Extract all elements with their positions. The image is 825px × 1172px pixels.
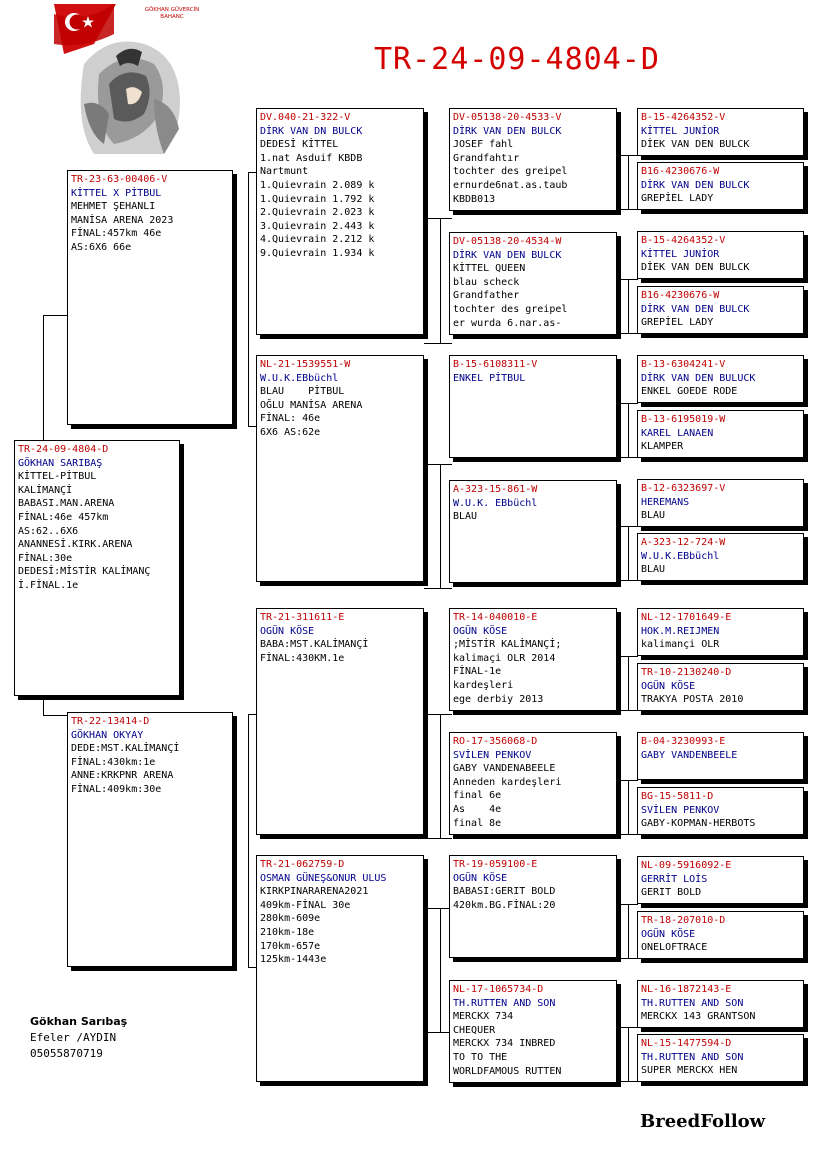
info-line: kalimançi OLR [641,639,720,651]
info-line: Nartmunt [260,166,309,178]
ring-number: B-12-6323697-V [641,483,726,494]
breeder-name: TH.RUTTEN AND SON [641,997,744,1009]
pedigree-card-ssd [449,232,617,335]
pedigree-card-g15 [637,980,804,1028]
info-line: KBDB013 [453,193,496,205]
breeder-name: KAREL LANAEN [641,427,714,439]
breeder-name: DİRK VAN DEN BULCK [641,179,750,191]
info-line: MERCKX 143 GRANTSON [641,1011,756,1023]
ring-number: B-13-6304241-V [641,359,726,370]
info-line: GREPİEL LADY [641,193,714,205]
owner-name: Gökhan Sarıbaş [30,1015,128,1028]
breeder-name: W.U.K.EBbüchl [641,550,720,562]
logo-caption-line1: GÖKHAN GÜVERCİN [144,7,200,13]
info-line: WORLDFAMOUS RUTTEN [453,1065,562,1077]
pedigree-card-dd [256,855,424,1082]
pedigree-card-g11 [637,732,804,780]
info-line: As 4e [453,803,502,815]
ring-number: B-15-4264352-V [641,112,726,123]
breeder-name: DİRK VAN DEN BULCK [453,249,562,261]
ring-number: DV-05138-20-4533-V [453,112,562,123]
ring-number: B-15-6108311-V [453,359,538,370]
info-line: KALİMANÇİ [18,484,73,496]
pedigree-card-g13 [637,856,804,904]
info-line: FİNAL:30e [18,552,73,564]
info-line: final 8e [453,817,502,829]
info-line: ANNE:KRKPNR ARENA [71,770,174,782]
info-line: FİNAL:430KM.1e [260,652,345,664]
breeder-name: W.U.K.EBbüchl [260,372,339,384]
info-line: ANANNESİ.KIRK.ARENA [18,539,133,551]
info-line: KİTTEL QUEEN [453,263,526,275]
breeder-name: SVİLEN PENKOV [453,749,532,761]
pedigree-card-g2 [637,162,804,210]
ring-number: TR-14-040010-E [453,612,538,623]
pedigree-card-sdd [449,480,617,583]
ring-number: BG-15-5811-D [641,791,714,802]
info-line: TO TO THE [453,1051,508,1063]
pedigree-card-g12 [637,787,804,835]
info-line: FİNAL: 46e [260,413,321,425]
info-line: 4.Quievrain 2.212 k [260,234,375,246]
pedigree-card-g9 [637,608,804,656]
pedigree-card-sd [256,355,424,582]
pedigree-card-g10 [637,663,804,711]
breeder-name: GABY VANDENBEELE [641,749,738,761]
breeder-name: DİRK VAN DEN BULUCK [641,372,756,384]
info-line: CHEQUER [453,1024,496,1036]
info-line: Anneden kardeşleri [453,776,562,788]
breeder-name: KİTTEL X PİTBUL [71,187,162,199]
breeder-name: OGÜN KÖSE [641,680,696,692]
ring-number: NL-21-1539551-W [260,359,351,370]
pedigree-card-g5 [637,355,804,403]
info-line: BLAU [641,510,666,522]
info-line: DEDESİ KİTTEL [260,139,339,151]
ring-number: TR-24-09-4804-D [18,444,109,455]
pedigree-card-g16 [637,1034,804,1082]
info-line: 2.Quievrain 2.023 k [260,207,375,219]
pedigree-card-ds [256,608,424,835]
info-line: TRAKYA POSTA 2010 [641,694,744,706]
ring-number: B-15-4264352-V [641,235,726,246]
info-line: 170km-657e [260,940,321,952]
ring-number: NL-15-1477594-D [641,1038,732,1049]
info-line: ENKEL GOEDE RODE [641,386,738,398]
info-line: BLAU PİTBUL [260,386,345,398]
info-line: DİEK VAN DEN BULCK [641,262,750,274]
breeder-logo [54,4,204,156]
pedigree-card-subject [14,440,180,696]
info-line: 9.Quievrain 1.934 k [260,247,375,259]
info-line: ege derbiy 2013 [453,693,544,705]
ring-number: A-323-15-861-W [453,484,538,495]
owner-phone: 05055870719 [30,1047,103,1060]
info-line: tochter des greipel [453,166,568,178]
brand-logo: BreedFollow [640,1111,766,1132]
ring-number: B-04-3230993-E [641,736,726,747]
ring-number: TR-22-13414-D [71,716,150,727]
pedigree-card-ddd [449,980,617,1083]
info-line: FİNAL-1e [453,666,502,678]
breeder-name: OGÜN KÖSE [260,625,315,637]
info-line: MANİSA ARENA 2023 [71,214,174,226]
info-line: 420km.BG.FİNAL:20 [453,899,556,911]
pedigree-card-g6 [637,410,804,458]
pedigree-card-g7 [637,479,804,527]
breeder-name: TH.RUTTEN AND SON [453,997,556,1009]
info-line: 1.Quievrain 2.089 k [260,179,375,191]
pedigree-card-g3 [637,231,804,279]
pedigree-title: TR-24-09-4804-D [374,42,660,77]
pedigree-card-g8 [637,533,804,581]
info-line: DEDESİ:MİSTİR KALİMANÇ [18,566,151,578]
info-line: GABY VANDENABEELE [453,763,556,775]
ring-number: DV.040-21-322-V [260,112,351,123]
ring-number: TR-10-2130240-D [641,667,732,678]
pedigree-card-dam [67,712,233,967]
pedigree-card-g1 [637,108,804,156]
pedigree-card-sds [449,355,617,458]
info-line: AS:6X6 66e [71,241,132,253]
info-line: KIRKPINARARENA2021 [260,886,369,898]
info-line: kalimaçi OLR 2014 [453,652,556,664]
ring-number: NL-09-5916092-E [641,860,732,871]
breeder-name: HEREMANS [641,496,690,508]
breeder-name: GERRİT LOİS [641,873,708,885]
info-line: KİTTEL-PİTBUL [18,471,97,483]
info-line: SUPER MERCKX HEN [641,1065,738,1077]
breeder-name: GÖKHAN SARIBAŞ [18,457,103,469]
breeder-name: KİTTEL JUNİOR [641,125,720,137]
breeder-name: DİRK VAN DEN BULCK [641,303,750,315]
ring-number: B16-4230676-W [641,290,720,301]
logo-caption [142,7,202,21]
ring-number: RO-17-356068-D [453,736,538,747]
ring-number: TR-21-311611-E [260,612,345,623]
pedigree-card-sire [67,170,233,425]
info-line: MERCKX 734 INBRED [453,1038,556,1050]
ring-number: A-323-12-724-W [641,537,726,548]
info-line: DİEK VAN DEN BULCK [641,139,750,151]
info-line: ernurde6nat.as.taub [453,179,568,191]
info-line: Grandfahtır [453,152,520,164]
info-line: 280km-609e [260,913,321,925]
info-line: tochter des greipel [453,303,568,315]
info-line: 409km-FİNAL 30e [260,899,351,911]
info-line: 3.Quievrain 2.443 k [260,220,375,232]
info-line: 125km-1443e [260,954,327,966]
ring-number: TR-19-059100-E [453,859,538,870]
info-line: OĞLU MANİSA ARENA [260,399,363,411]
info-line: 1.nat Asduif KBDB [260,152,363,164]
info-line: JOSEF fahl [453,139,514,151]
info-line: BLAU [453,511,478,523]
ring-number: DV-05138-20-4534-W [453,236,562,247]
breeder-name: KİTTEL JUNİOR [641,248,720,260]
ring-number: B-13-6195019-W [641,414,726,425]
breeder-name: W.U.K. EBbüchl [453,497,538,509]
ring-number: B16-4230676-W [641,166,720,177]
info-line: ;MİSTİR KALİMANÇİ; [453,639,562,651]
info-line: kardeşleri [453,679,514,691]
info-line: FİNAL:430km:1e [71,756,156,768]
info-line: GERIT BOLD [641,887,702,899]
breeder-name: DİRK VAN DEN BULCK [453,125,562,137]
info-line: ONELOFTRACE [641,942,708,954]
breeder-name: GÖKHAN OKYAY [71,729,144,741]
info-line: FİNAL:409km:30e [71,783,162,795]
info-line: BABA:MST.KALİMANÇİ [260,639,369,651]
breeder-name: OGÜN KÖSE [641,928,696,940]
pedigree-card-g4 [637,286,804,334]
breeder-name: OSMAN GÜNEŞ&ONUR ULUS [260,872,387,884]
pedigree-card-ss [256,108,424,335]
info-line: er wurda 6.nar.as- [453,317,562,329]
info-line: blau scheck [453,276,520,288]
info-line: MEHMET ŞEHANLI [71,201,156,213]
logo-caption-line2: BAHANC [160,14,184,20]
info-line: 6X6 AS:62e [260,426,321,438]
pedigree-card-g14 [637,911,804,959]
owner-info [30,1014,127,1062]
breeder-name: DİRK VAN DN BULCK [260,125,363,137]
info-line: BABASI:GERIT BOLD [453,886,556,898]
logo-illustration [54,4,204,156]
ring-number: TR-18-207010-D [641,915,726,926]
info-line: FİNAL:457km 46e [71,228,162,240]
breeder-name: OGÜN KÖSE [453,625,508,637]
info-line: GABY-KOPMAN-HERBOTS [641,818,756,830]
pedigree-card-dss [449,608,617,711]
breeder-name: OGÜN KÖSE [453,872,508,884]
pedigree-card-dds [449,855,617,958]
pedigree-card-sss [449,108,617,211]
info-line: AS:62..6X6 [18,525,79,537]
ring-number: TR-21-062759-D [260,859,345,870]
info-line: İ.FİNAL.1e [18,579,79,591]
breeder-name: SVİLEN PENKOV [641,804,720,816]
info-line: DEDE:MST.KALİMANÇİ [71,743,180,755]
info-line: 210km-18e [260,926,315,938]
breeder-name: ENKEL PİTBUL [453,372,526,384]
ring-number: NL-17-1065734-D [453,984,544,995]
breeder-name: TH.RUTTEN AND SON [641,1051,744,1063]
ring-number: TR-23-63-00406-V [71,174,168,185]
pedigree-card-dsd [449,732,617,835]
breeder-name: HOK.M.REIJMEN [641,625,720,637]
info-line: BABASI.MAN.ARENA [18,498,115,510]
info-line: MERCKX 734 [453,1011,514,1023]
info-line: BLAU [641,564,666,576]
info-line: KLAMPER [641,441,684,453]
ring-number: NL-16-1872143-E [641,984,732,995]
owner-location: Efeler /AYDIN [30,1031,117,1044]
info-line: FİNAL:46e 457km [18,511,109,523]
info-line: final 6e [453,790,502,802]
ring-number: NL-12-1701649-E [641,612,732,623]
info-line: 1.Quievrain 1.792 k [260,193,375,205]
info-line: GREPİEL LADY [641,317,714,329]
info-line: Grandfather [453,290,520,302]
